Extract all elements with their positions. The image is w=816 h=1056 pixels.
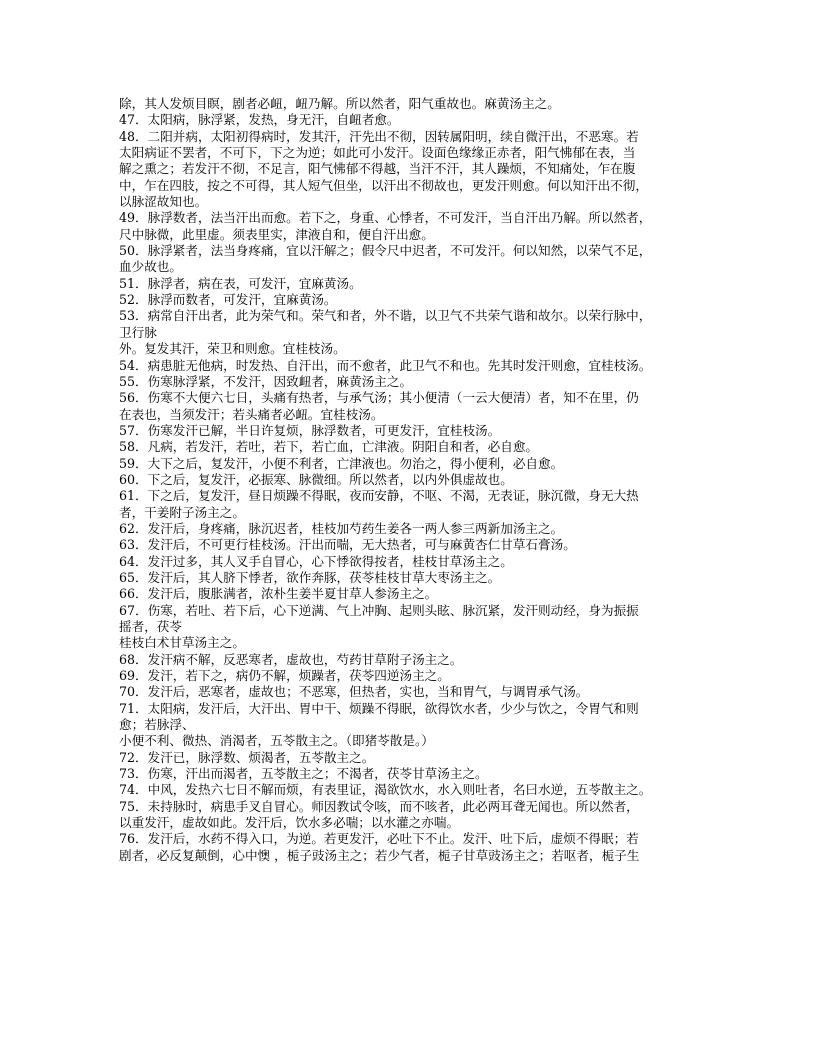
text-line: 64．发汗过多，其人叉手自冒心，心下悸欲得按者，桂枝甘草汤主之。 [119, 553, 513, 569]
text-line: 72．发汗已，脉浮数、烦渴者，五苓散主之。 [119, 749, 375, 765]
text-line: 53．病常自汗出者，此为荣气和。荣气和者，外不谐，以卫气不共荣气谐和故尔。以荣行脉中， [119, 308, 652, 324]
text-line: 73．伤寒，汗出而渴者，五苓散主之；不渴者，茯苓甘草汤主之。 [119, 766, 488, 782]
text-line: 70．发汗后，恶寒者，虚故也；不恶寒，但热者，实也，当和胃气，与调胃承气汤。 [119, 684, 589, 700]
text-line: 75．未持脉时，病患手叉自冒心。师因教试令咳，而不咳者，此必两耳聋无闻也。所以然者， [119, 798, 639, 814]
text-line: 76．发汗后，水药不得入口，为逆。若更发汗，必吐下不止。发汗、吐下后，虚烦不得眠；若 [119, 831, 639, 847]
text-line: 60．下之后，复发汗，必振寒、脉微细。所以然者，以内外俱虚故也。 [119, 471, 513, 487]
text-line: 尺中脉微，此里虚。须表里实，津液自和，便自汗出愈。 [119, 226, 434, 242]
text-line: 62．发汗后，身疼痛，脉沉迟者，桂枝加芍药生姜各一两人参三两新加汤主之。 [119, 520, 564, 536]
text-line: 63．发汗后，不可更行桂枝汤。汗出而喘，无大热者，可与麻黄杏仁甘草石膏汤。 [119, 537, 576, 553]
text-line: 56．伤寒不大便六七日，头痛有热者，与承气汤；其小便清（一云大便清）者，知不在里，仍 [119, 390, 639, 406]
text-line: 桂枝白术甘草汤主之。 [119, 635, 245, 651]
text-line: 57．伤寒发汗已解，半日许复烦，脉浮数者，可更发汗，宜桂枝汤。 [119, 422, 501, 438]
text-line: 摇者，茯苓 [119, 619, 182, 634]
text-line: 74．中风，发热六七日不解而烦，有表里证，渴欲饮水，水入则吐者，名曰水逆，五苓散主之。 [119, 782, 652, 798]
text-line: 59．大下之后，复发汗，小便不利者，亡津液也。勿治之，得小便利，必自愈。 [119, 455, 564, 471]
text-line: 在表也，当须发汗；若头痛者必衄。宜桂枝汤。 [119, 406, 384, 422]
text-line: 61．下之后，复发汗，昼日烦躁不得眠，夜而安静，不呕、不渴，无表证，脉沉微，身无大热 [119, 488, 639, 504]
document-page [119, 96, 701, 881]
text-line: 67．伤寒，若吐、若下后，心下逆满、气上冲胸、起则头眩、脉沉紧，发汗则动经，身为振振 [119, 602, 639, 618]
text-line: 49．脉浮数者，法当汗出而愈。若下之，身重、心悸者，不可发汗，当自汗出乃解。所以然者， [119, 210, 652, 226]
text-line: 以重发汗，虚故如此。发汗后，饮水多必喘；以水灌之亦喘。 [119, 815, 460, 831]
text-line: 66．发汗后，腹胀满者，浓朴生姜半夏甘草人参汤主之。 [119, 586, 438, 602]
text-line: 卫行脉 [119, 324, 157, 340]
text-line: 愈；若脉浮、 [119, 717, 195, 733]
text-line: 以脉涩故知也。 [119, 194, 208, 210]
text-line: 51．脉浮者，病在表，可发汗，宜麻黄汤。 [119, 275, 362, 291]
text-line: 52．脉浮而数者，可发汗，宜麻黄汤。 [119, 292, 337, 308]
text-line: 解之熏之；若发汗不彻，不足言，阳气怫郁不得越，当汗不汗，其人躁烦，不知痛处，乍在腹 [119, 161, 636, 177]
text-line: 外。复发其汗，荣卫和则愈。宜桂枝汤。 [119, 341, 346, 357]
text-line: 55．伤寒脉浮紧，不发汗，因致衄者，麻黄汤主之。 [119, 373, 413, 389]
text-line: 小便不利、微热、消渴者，五苓散主之。（即猪苓散是。） [119, 733, 434, 749]
text-line: 58．凡病，若发汗，若吐，若下，若亡血，亡津液。阴阳自和者，必自愈。 [119, 439, 539, 455]
text-line: 中，乍在四肢，按之不可得，其人短气但坐，以汗出不彻故也，更发汗则愈。何以知汗出不彻， [119, 177, 648, 193]
text-line: 48．二阳并病，太阳初得病时，发其汗，汗先出不彻，因转属阳明，续自微汗出，不恶寒。若 [119, 128, 639, 144]
text-line: 除，其人发烦目瞑，剧者必衄，衄乃解。所以然者，阳气重故也。麻黄汤主之。 [119, 96, 560, 111]
text-line: 太阳病证不罢者，不可下，下之为逆；如此可小发汗。设面色缘缘正赤者，阳气怫郁在表，当 [119, 145, 636, 161]
text-line [119, 864, 701, 880]
text-line: 65．发汗后，其人脐下悸者，欲作奔豚，茯苓桂枝甘草大枣汤主之。 [119, 569, 501, 585]
text-line: 68．发汗病不解，反恶寒者，虚故也，芍药甘草附子汤主之。 [119, 651, 463, 667]
text-line: 血少故也。 [119, 259, 182, 275]
text-line: 者，干姜附子汤主之。 [119, 504, 245, 520]
text-line: 54．病患脏无他病，时发热、自汗出，而不愈者，此卫气不和也。先其时发汗则愈，宜桂枝汤。 [119, 357, 652, 373]
text-line: 剧者，必反复颠倒，心中懊 ，栀子豉汤主之；若少气者，栀子甘草豉汤主之；若呕者，栀子生 [119, 847, 640, 863]
text-line: 69．发汗，若下之，病仍不解，烦躁者，茯苓四逆汤主之。 [119, 668, 450, 684]
text-line: 47．太阳病，脉浮紧，发热，身无汗，自衄者愈。 [119, 112, 400, 128]
text-line: 50．脉浮紧者，法当身疼痛，宜以汗解之；假令尺中迟者，不可发汗。何以知然，以荣气不足， [119, 243, 652, 259]
text-line: 71．太阳病，发汗后，大汗出、胃中干、烦躁不得眠，欲得饮水者，少少与饮之，令胃气和则 [119, 700, 639, 716]
